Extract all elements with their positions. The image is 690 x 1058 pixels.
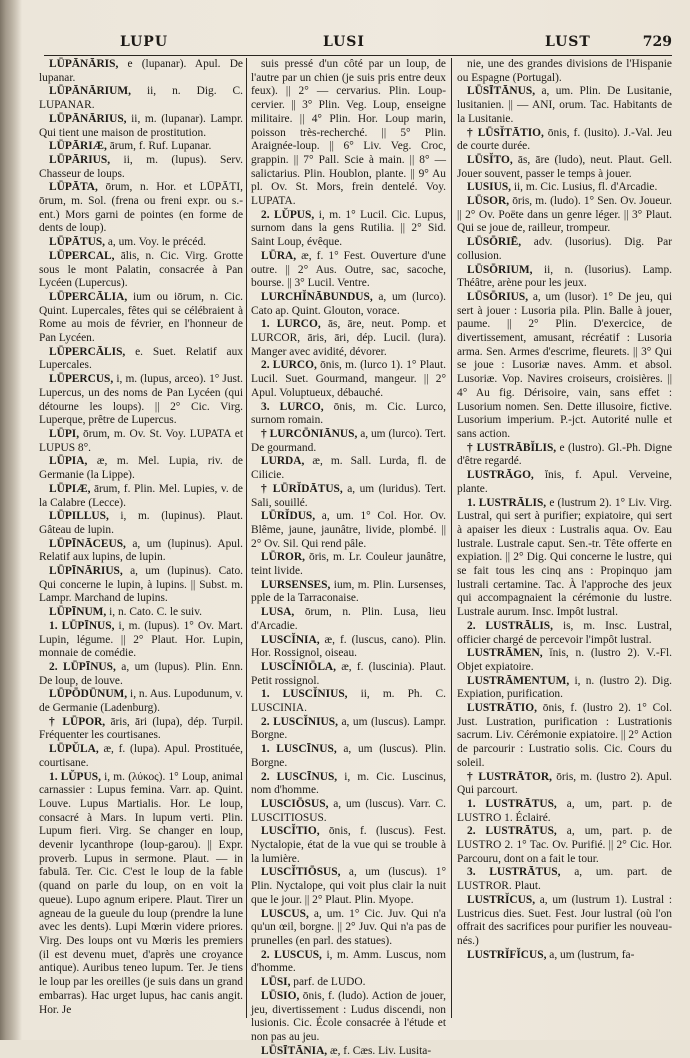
dictionary-entry: LŪPĪNĀRIUS, a, um (lupinus). Cato. Qui concerne le lupin, à lupins. || Subst. m. Lampr. Marchand de lupins.: [39, 565, 243, 605]
dictionary-entry: LUSIUS, ii, m. Cic. Lusius, fl. d'Arcadie.: [467, 181, 658, 194]
dictionary-entry: LŪSĪTĀNUS, a, um. Plin. De Lusitanie, lusitanien. || — ANI, orum. Tac. Habitants de la Lusitanie.: [457, 85, 672, 125]
dictionary-entry: LŪPĀTA, ōrum, n. Hor. et LŪPĀTI, ōrum, m. Sol. (frena ou freni expr. ou s.-ent.) Mors garni de pointes (en forme de dents de loup).: [39, 181, 243, 235]
header-rule: [44, 55, 672, 56]
dictionary-entry: 3. LUSTRĀTUS, a, um. part. de LUSTROR. Plaut.: [457, 866, 672, 893]
running-header: [40, 34, 672, 54]
dictionary-entry: LŪSŌRIUM, ii, n. (lusorius). Lamp. Théâtre, arène pour les jeux.: [457, 263, 672, 290]
dictionary-entry: LŪPIÆ, ārum, f. Plin. Mel. Lupies, v. de la Calabre (Lecce).: [39, 482, 243, 509]
dictionary-entry: 2. LŪPĪNUS, a, um (lupus). Plin. Enn. De loup, de louve.: [39, 660, 243, 687]
book-gutter-shadow: [0, 0, 22, 1040]
dictionary-entry: LŪSŌRIUS, a, um (lusor). 1° De jeu, qui sert à jouer : Lusoria pila. Plin. Balle à jouer, paume. || 2° Plin. D'exercice, de divertissement, amusant, récréatif : Lusoria arma. Sen. Armes d'escrime, fleurets. || 3° Qui se joue : Lusoriæ naves. Amm. et absol. Lusoriæ. Vop. Navires croiseurs, croisières. || 4° Au fig. Dérisoire, vain, sans effet : Lusorium nomen. Sen. Dette illusoire, fictive. Lusorium imperium. P.-jct. Autorité nulle et sans action.: [457, 290, 672, 440]
dictionary-entry: LŪPILLUS, i, m. (lupinus). Plaut. Gâteau de lupin.: [39, 510, 243, 536]
dictionary-entry: LŪSŌRIĒ, adv. (lusorius). Dig. Par collusion.: [457, 236, 672, 262]
dictionary-entry: LŪSOR, ōris, m. (ludo). 1° Sen. Ov. Joueur. || 2° Ov. Poëte dans un genre léger. || 3° Plaut. Qui se joue de, railleur, trompeur.: [457, 195, 672, 235]
dictionary-entry: 2. LŬPUS, i, m. 1° Lucil. Cic. Lupus, surnom dans la gens Rutilia. || 2° Sid. Saint Loup, évêque.: [251, 208, 446, 249]
dictionary-entry: 1. LŬPUS, i, m. (λύκος). 1° Loup, animal carnassier : Lupus femina. Varr. ap. Quint. Louve. Lupus Martialis. Hor. Le loup, consacré à Mars. In lupum verti. Plin. Lupum fieri. Virg. Se changer en loup, devenir lycanthrope (loup-garou). || Expr. proverb. Lupus in sermone. Plaut. — in fabulā. Ter. Cic. C'est le loup de la fable (quand on parle du loup, on en voit la queue). Lupo agnum eripere. Plaut. Tirer un agneau de la gueule du loup (prendre la lune avec les dents). Lupi Mœrin videre priores. Virg. Des loups ont vu Mœris les premiers (il est devenu muet, d'après une croyance antique). Auribus teneo lupum. Ter. Je tiens le loup par les oreilles (je suis dans un grand embarras). Hac urget lupus, hac canis angit. Hor. Je: [39, 770, 243, 1016]
dictionary-entry: LUSCĬNIA, æ, f. (luscus, cano). Plin. Hor. Rossignol, oiseau.: [251, 633, 446, 660]
header-left-word: LUPU: [120, 34, 169, 50]
dictionary-entry: LŪPĀNĀRIUM, ii, n. Dig. C. LUPANAR.: [39, 85, 243, 112]
dictionary-entry: † LŪPOR, āris, āri (lupa), dép. Turpil. Fréquenter les courtisanes.: [39, 715, 243, 742]
column-2: [251, 58, 447, 1057]
dictionary-entry: LŪPĀNĀRIUS, ii, m. (lupanar). Lampr. Qui tient une maison de prostitution.: [39, 112, 243, 139]
dictionary-entry: LŪPĀRIÆ, ārum, f. Ruf. Lupanar.: [49, 140, 212, 153]
dictionary-entry: LUSTRĀTIO, ōnis, f. (lustro 2). 1° Col. Just. Lustration, purification : Lustrationis sacrum. Liv. Cérémonie expiatoire. || 2° Action de parcourir : Lustratio solis. Cic. Cours du soleil.: [457, 702, 672, 769]
dictionary-entry: LŪPI, ōrum, m. Ov. St. Voy. LUPATA et LUPUS 8°.: [39, 427, 243, 454]
dictionary-entry: 2. LUSTRĀLIS, is, m. Insc. Lustral, officier chargé de percevoir l'impôt lustral.: [457, 619, 672, 646]
dictionary-entry: 1. LŪPĪNUS, i, m. (lupus). 1° Ov. Mart. Lupin, légume. || 2° Plaut. Hor. Lupin, monnaie de comédie.: [39, 619, 243, 660]
dictionary-entry: LURDA, æ, m. Sall. Lurda, fl. de Cilicie.: [251, 455, 446, 482]
dictionary-entry: † LŪRĬDĀTUS, a, um (luridus). Tert. Sali, souillé.: [251, 482, 447, 509]
dictionary-entry: † LURCŌNIĀNUS, a, um (lurco). Tert. De gourmand.: [251, 427, 446, 454]
dictionary-entry: LUSCIŌSUS, a, um (luscus). Varr. C. LUSCITIOSUS.: [251, 797, 446, 824]
dictionary-entry: LŪPIA, æ, m. Mel. Lupia, riv. de Germanie (la Lippe).: [39, 455, 243, 482]
dictionary-entry: LUSCUS, a, um. 1° Cic. Juv. Qui n'a qu'un œil, borgne. || 2° Juv. Qui n'a pas de prunelles (en parl. des statues).: [251, 907, 446, 947]
dictionary-entry: LŪPĀTUS, a, um. Voy. le précéd.: [49, 236, 207, 249]
dictionary-entry: † LUSTRĀTOR, ōris, m. (lustro 2). Apul. Qui parcourt.: [457, 770, 672, 797]
dictionary-entry: 1. LUSCĪNUS, a, um (luscus). Plin. Borgne.: [251, 743, 447, 769]
dictionary-entry: suis pressé d'un côté par un loup, de l'autre par un chien (je suis pris entre deux feux). || 2° — cervarius. Plin. Loup-cervier. || 3° Plin. Veg. Loup, enseigne militaire. || 4° Plin. Hor. Loup marin, poisson très-recherché. || 5° Plin. Araignée-loup. || 6° Liv. Veg. Croc, grappin. || 7° Pall. Scie à main. || 8° — salictarius. Plin. Houblon, plante. || 9° Au pl. Ov. St. Mors, frein dentelé. Voy. LUPATA.: [251, 58, 446, 208]
dictionary-entry: 2. LURCO, ōnis, m. (lurco 1). 1° Plaut. Lucil. Suet. Gourmand, mangeur. || 2° Apul. Voluptueux, débauché.: [251, 359, 446, 399]
header-center-word: LUSI: [323, 34, 365, 50]
dictionary-entry: nie, une des grandes divisions de l'Hispanie ou Espagne (Portugal).: [457, 58, 672, 84]
dictionary-entry: LŪSĬTO, ās, āre (ludo), neut. Plaut. Gell. Jouer souvent, passer le temps à jouer.: [457, 153, 672, 180]
dictionary-entry: LŪPĪNĀCEUS, a, um (lupinus). Apul. Relatif aux lupins, de lupin.: [39, 537, 243, 564]
dictionary-entry: LUSCĬTIO, ōnis, f. (luscus). Fest. Nyctalopie, état de la vue qui se trouble à la lumière.: [251, 825, 446, 865]
dictionary-entry: 2. LUSCĬNIUS, a, um (luscus). Lampr. Borgne.: [251, 715, 446, 742]
dictionary-entry: LUSTRĀGO, ĭnis, f. Apul. Verveine, plante.: [457, 469, 672, 495]
dictionary-entry: LŪROR, ōris, m. Lr. Couleur jaunâtre, teint livide.: [251, 551, 446, 578]
dictionary-entry: LUSTRĬCUS, a, um (lustrum 1). Lustral : Lustricus dies. Suet. Fest. Jour lustral (où l'on offrait des sacrifices pour purifier les nouveau-nés.): [457, 893, 672, 947]
dictionary-entry: 3. LURCO, ōnis, m. Cic. Lurco, surnom romain.: [251, 400, 446, 427]
dictionary-entry: LŪRĬDUS, a, um. 1° Col. Hor. Ov. Blême, jaune, jaunâtre, livide, plombé. || 2° Ov. Sil. Qui rend pâle.: [251, 510, 446, 550]
dictionary-entry: 1. LURCO, ās, āre, neut. Pomp. et LURCOR, āris, āri, dép. Lucil. (lura). Manger avec avidité, dévorer.: [251, 318, 446, 358]
dictionary-entry: LŪSI, parf. de LUDO.: [261, 976, 366, 989]
dictionary-entry: LŪPŌDŪNUM, i, n. Aus. Lupodunum, v. de Germanie (Ladenburg).: [39, 688, 243, 715]
header-right-word: LUST: [545, 34, 591, 50]
dictionary-entry: LŪPERCAL, ālis, n. Cic. Virg. Grotte sous le mont Palatin, consacrée à Pan Lycéen (Lupercus).: [39, 249, 243, 290]
dictionary-entry: LŪPĪNUM, i, n. Cato. C. le suiv.: [49, 606, 203, 619]
dictionary-entry: 2. LUSCUS, i, m. Amm. Luscus, nom d'homme.: [251, 948, 446, 975]
dictionary-entry: LUSCĬNIŌLA, æ, f. (luscinia). Plaut. Petit rossignol.: [251, 660, 446, 687]
dictionary-entry: † LŪSĬTĀTIO, ōnis, f. (lusito). J.-Val. Jeu de courte durée.: [457, 126, 672, 153]
column-divider-1: [246, 58, 247, 1018]
dictionary-entry: LURCHĬNĀBUNDUS, a, um (lurco). Cato ap. Quint. Glouton, vorace.: [251, 290, 446, 317]
dictionary-entry: LUSTRĬFĬCUS, a, um (lustrum, fa-: [467, 948, 635, 961]
dictionary-entry: LURSENSES, ium, m. Plin. Lursenses, pple de la Tarraconaise.: [251, 578, 446, 605]
dictionary-entry: LŪPERCĀLIS, e. Suet. Relatif aux Lupercales.: [39, 345, 243, 372]
dictionary-entry: 2. LUSCĪNUS, i, m. Cic. Luscinus, nom d'homme.: [251, 770, 446, 797]
dictionary-entry: LUSCĬTIŌSUS, a, um (luscus). 1° Plin. Nyctalope, qui voit plus clair la nuit que le jour. || 2° Plaut. Plin. Myope.: [251, 866, 446, 906]
dictionary-entry: LŪPĀNĀRIS, e (lupanar). Apul. De lupanar.: [39, 58, 243, 84]
dictionary-entry: LŪPĀRIUS, ii, m. (lupus). Serv. Chasseur de loups.: [39, 153, 243, 180]
dictionary-entry: LUSA, ōrum, n. Plin. Lusa, lieu d'Arcadie.: [251, 606, 446, 632]
column-divider-2: [451, 58, 452, 1018]
dictionary-entry: 1. LUSTRĀLIS, e (lustrum 2). 1° Liv. Virg. Lustral, qui sert à purifier; expiatoire, qui sert à apaiser les dieux : Lustralis aqua. Ov. Eau lustrale. Lustrale caput. Sen.-tr. Tête offerte en expiation. || 2° Dig. Qui concerne le lustre, qui se fait tous les cinq ans : Propinquo jam lustrali certamine. Tac. À l'approche des jeux qui accompagnaient la cérémonie du lustre. Lustrale aurum. Insc. Impôt lustral.: [457, 496, 672, 619]
column-3: [457, 58, 672, 1028]
dictionary-entry: 2. LUSTRĀTUS, a, um, part. p. de LUSTRO 2. 1° Tac. Ov. Purifié. || 2° Cic. Hor. Parcouru, dont on a fait le tour.: [457, 825, 672, 865]
dictionary-entry: LŪSĪTĀNIA, æ, f. Cæs. Liv. Lusita-: [261, 1044, 432, 1057]
dictionary-entry: 1. LUSCĬNIUS, ii, m. Ph. C. LUSCINIA.: [251, 688, 446, 715]
dictionary-entry: LŪRA, æ, f. 1° Fest. Ouverture d'une outre. || 2° Aus. Outre, sac, sacoche, bourse. || 3° Lucil. Ventre.: [251, 249, 446, 290]
dictionary-entry: LUSTRĀMEN, ĭnis, n. (lustro 2). V.-Fl. Objet expiatoire.: [457, 647, 672, 673]
dictionary-entry: 1. LUSTRĀTUS, a, um, part. p. de LUSTRO 1. Éclairé.: [457, 797, 672, 824]
dictionary-entry: LŪPERCĀLIA, ium ou iōrum, n. Cic. Quint. Lupercales, fêtes qui se célébraient à Rome au mois de février, en l'honneur de Pan Lycéen.: [39, 290, 243, 345]
dictionary-entry: LŪPŬLA, æ, f. (lupa). Apul. Prostituée, courtisane.: [39, 743, 243, 769]
column-1: [39, 58, 243, 1028]
page-number: 729: [642, 34, 672, 50]
dictionary-entry: † LUSTRĀBĬLIS, e (lustro). Gl.-Ph. Digne d'être regardé.: [457, 441, 672, 468]
dictionary-entry: LŪSIO, ōnis, f. (ludo). Action de jouer, jeu, divertissement : Ludus discendi, non lusionis. Cic. École consacrée à l'étude et non pas au jeu.: [251, 989, 446, 1043]
dictionary-entry: LUSTRĀMENTUM, i, n. (lustro 2). Dig. Expiation, purification.: [457, 674, 672, 701]
dictionary-entry: LŪPERCUS, i, m. (lupus, arceo). 1° Just. Lupercus, un des noms de Pan Lycéen (qui détourne les loups). || 2° Cic. Virg. Luperque, prêtre de Lupercus.: [39, 373, 243, 427]
